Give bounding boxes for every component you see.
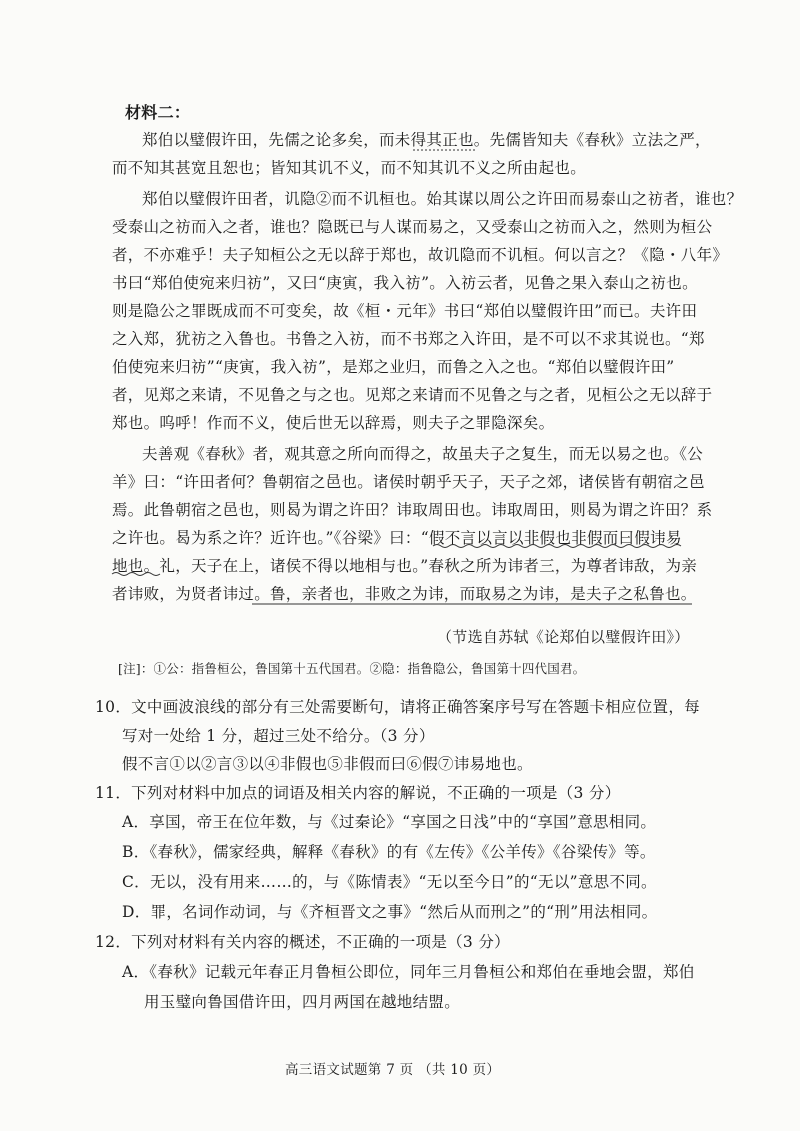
text-line: 羊》曰：“许田者何？鲁朝宿之邑也。诸侯时朝乎天子，天子之郊，诸侯皆有朝宿之邑 [112, 473, 705, 491]
text-line: 者，不亦难乎！夫子知桓公之无以辞于郑也，故讥隐而不讥桓。何以言之？《隐・八年》 [112, 246, 729, 264]
option-c: C．无以，没有用来……的，与《陈情表》“无以至今日”的“无以”意思不同。 [122, 873, 657, 891]
page-footer: 高三语文试题第 7 页 （共 10 页） [285, 1062, 501, 1078]
text-line: 郑伯以璧假许田者，讥隐②而不讥桓也。始其谋以周公之许田而易泰山之祊者，谁也？ [142, 190, 743, 208]
material-title: 材料二： [125, 103, 191, 122]
text-line: 书曰“郑伯使宛来归祊”，又曰“庚寅，我入祊”。入祊云者，见鲁之果入泰山之祊也。 [112, 274, 698, 292]
question-stem: 10．文中画波浪线的部分有三处需要断句，请将正确答案序号写在答题卡相应位置，每 [95, 698, 700, 716]
source-citation: （节选自苏轼《论郑伯以璧假许田》） [437, 628, 690, 646]
text-line: 伯使宛来归祊”“庚寅，我入祊”，是郑之业归，而鲁之入之也。“郑伯以璧假许田” [112, 358, 675, 376]
question-stem: 12．下列对材料有关内容的概述，不正确的一项是（3 分） [95, 933, 510, 951]
text-line: 而不知其甚宽且恕也；皆知其讥不义，而不知其讥不义之所由起也。 [112, 159, 587, 177]
text-line [142, 130, 711, 150]
text-line: 地也。礼，天子在上，诸侯不得以地相与也。”春秋之所为讳者三，为尊者讳敌，为亲 [112, 557, 698, 575]
option-b: B．《春秋》，儒家经典，解释《春秋》的有《左传》《公羊传》《谷梁传》等。 [122, 843, 656, 861]
option-d: D．罪，名词作动词，与《齐桓晋文之事》“然后从而刑之”的“刑”用法相同。 [122, 903, 658, 921]
line-text: 郑伯以璧假许田，先儒之论多矣，而未得其正也。先儒皆知夫《春秋》立法之严， [142, 131, 711, 149]
text-line: 之许也。曷为系之许？近许也。”《谷梁》曰：“假不言以言以非假也非假而曰假讳易 [112, 529, 682, 547]
text-line: 者讳败，为贤者讳过。鲁，亲者也，非败之为讳，而取易之为讳，是夫子之私鲁也。 [112, 585, 697, 603]
answer-options: 假不言①以②言③以④非假也⑤非假而曰⑥假⑦讳易地也。 [122, 755, 533, 773]
text-line: 则是隐公之罪既成而不可变矣，故《桓・元年》书曰“郑伯以璧假许田”而已。夫许田 [112, 302, 698, 320]
option-a: A．《春秋》记载元年春正月鲁桓公即位，同年三月鲁桓公和郑伯在垂地会盟，郑伯 [122, 963, 695, 981]
text-line: 者，见郑之来请，不见鲁之与之也。见郑之来请而不见鲁之与之者，见桓公之无以辞于 [112, 386, 713, 404]
text-line: 夫善观《春秋》者，观其意之所向而得之，故虽夫子之复生，而无以易之也。《公 [142, 445, 704, 463]
text-line: 受泰山之祊而入之者，谁也？隐既已与人谋而易之，又受泰山之祊而入之，然则为桓公 [112, 218, 713, 236]
question-stem: 11．下列对材料中加点的词语及相关内容的解说，不正确的一项是（3 分） [95, 784, 621, 802]
option-a-continued: 用玉璧向鲁国借许田，四月两国在越地结盟。 [144, 993, 461, 1011]
text-line: 之入郑，犹祊之入鲁也。书鲁之入祊，而不书郑之入许田，是不可以不求其说也。“郑 [112, 330, 705, 348]
option-a: A．享国，帝王在位年数，与《过秦论》“享国之日浅”中的“享国”意思相同。 [122, 813, 657, 831]
text-line: 郑也。呜呼！作而不义，使后世无以辞焉，则夫子之罪隐深矣。 [112, 414, 555, 432]
text-line: 焉。此鲁朝宿之邑也，则曷为谓之许田？讳取周田也。讳取周田，则曷为谓之许田？系 [112, 501, 713, 519]
question-stem: 写对一处给 1 分，超过三处不给分。（3 分） [122, 727, 435, 745]
footnote: [注]：①公：指鲁桓公，鲁国第十五代国君。②隐：指鲁隐公，鲁国第十四代国君。 [118, 661, 586, 676]
